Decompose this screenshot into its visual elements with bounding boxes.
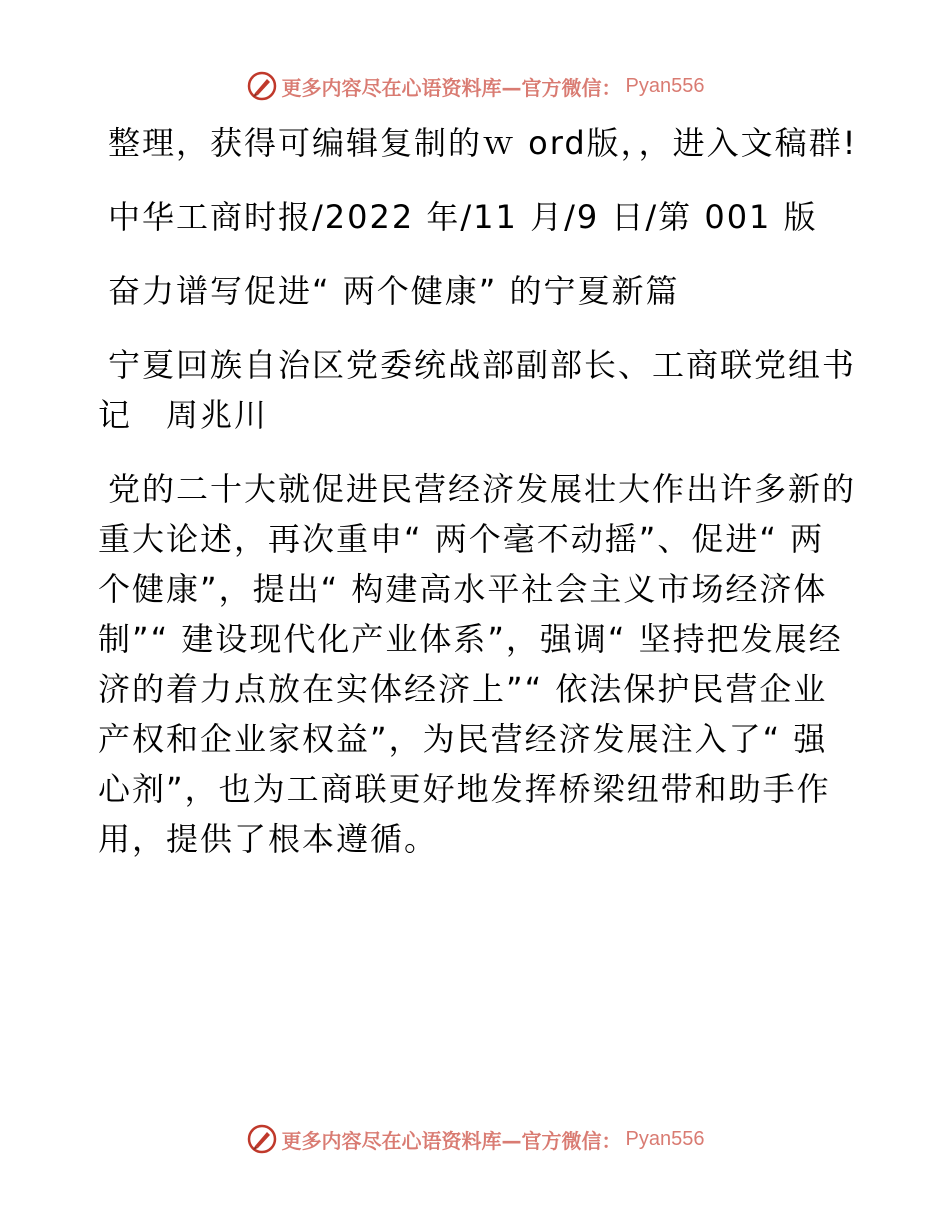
author-line: 宁夏回族自治区党委统战部副部长、工商联党组书记 周兆川	[98, 346, 857, 434]
watermark-text: 更多内容尽在心语资料库—官方微信：	[281, 75, 622, 100]
header-watermark	[0, 70, 950, 102]
watermark-wechat-id: Pyan556	[625, 74, 705, 97]
intro-paragraph: 整理，获得可编辑复制的ｗ ord版，，进入文稿群!	[108, 124, 858, 162]
article-title: 奋力谱写促进“ 两个健康” 的宁夏新篇	[108, 272, 680, 310]
document-body	[98, 118, 858, 888]
body-paragraph: 党的二十大就促进民营经济发展壮大作出许多新的重大论述，再次重申“ 两个毫不动摇”、促进“ 两个健康”，提出“ 构建高水平社会主义市场经济体制”“ 建设现代化产业体系”，强调“ 坚持把发展经济的着力点放在实体经济上”“ 依法保护民营企业产权和企业家权益”，为民营经济发展注入了“ 强心剂”，也为工商联更好地发挥桥梁纽带和助手作用，提供了根本遵循。	[98, 470, 857, 858]
source-line: 中华工商时报/2022 年/11 月/9 日/第 001 版	[108, 198, 818, 236]
quill-badge-icon	[246, 70, 278, 102]
quill-badge-icon	[246, 1123, 278, 1155]
watermark-text: 更多内容尽在心语资料库—官方微信：	[281, 1128, 622, 1153]
footer-watermark	[0, 1123, 950, 1155]
watermark-wechat-id: Pyan556	[625, 1127, 705, 1150]
